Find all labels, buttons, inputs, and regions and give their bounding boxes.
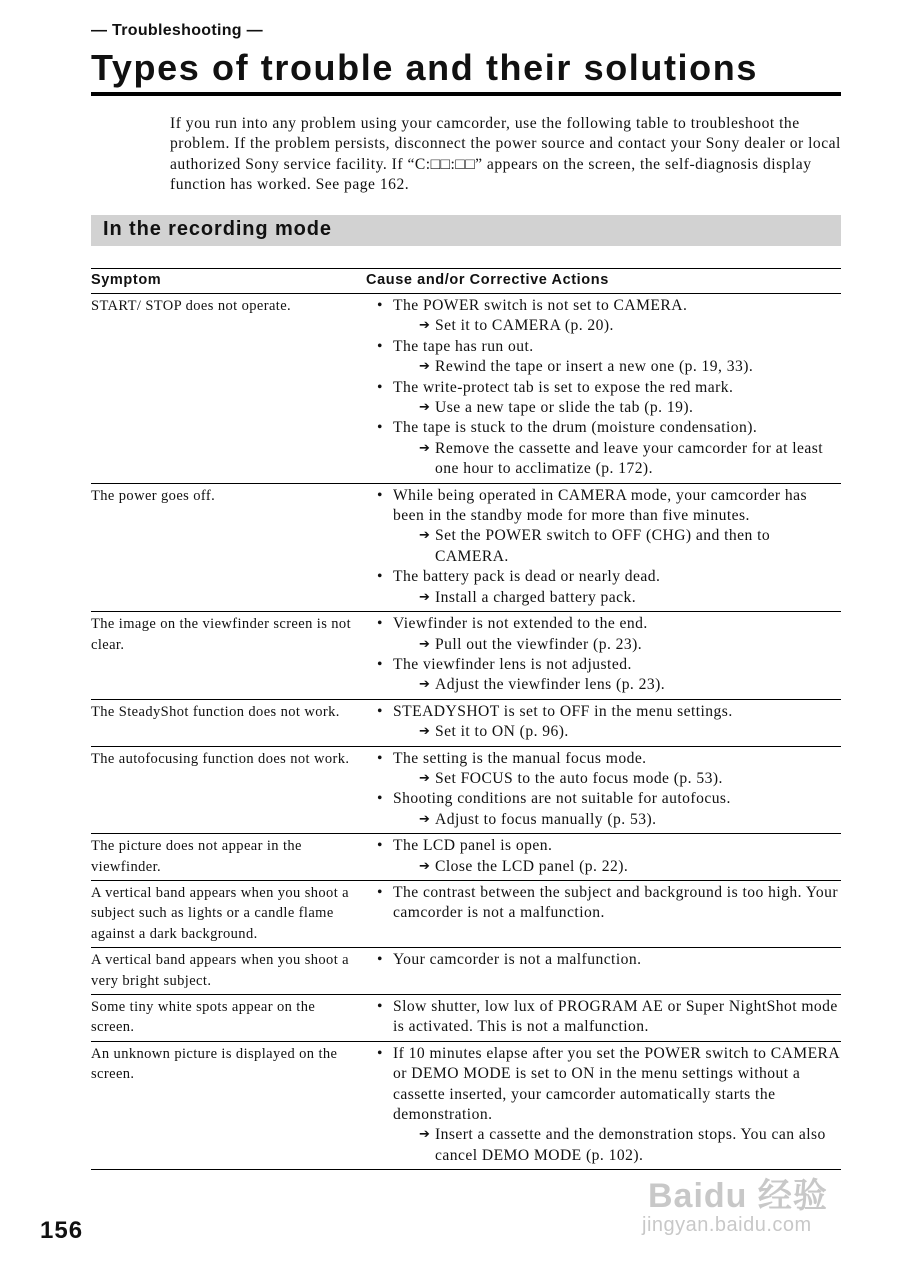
cause-text: The contrast between the subject and background is too high. Your camcorder is not a malfunction. xyxy=(393,883,838,922)
corrective-action xyxy=(393,769,841,789)
cause-text: The LCD panel is open. xyxy=(393,837,553,855)
watermark-brand: Baidu 经验 xyxy=(648,1177,828,1215)
arrow-right-icon: ➔ xyxy=(419,359,431,375)
watermark xyxy=(640,1168,850,1248)
cause-list xyxy=(366,883,841,924)
corrective-action-text: Use a new tape or slide the tab (p. 19). xyxy=(435,399,694,417)
bullet-icon: • xyxy=(377,837,383,855)
cause-cell xyxy=(366,1044,841,1166)
table-row xyxy=(91,834,841,881)
cause-item xyxy=(366,655,841,696)
symptom-cell: START/ STOP does not operate. xyxy=(91,298,292,314)
corrective-action-text: Pull out the viewfinder (p. 23). xyxy=(435,635,643,653)
symptom-cell: The SteadyShot function does not work. xyxy=(91,703,340,720)
cause-text: The tape has run out. xyxy=(393,337,534,355)
cause-item xyxy=(366,614,841,655)
cause-text: The setting is the manual focus mode. xyxy=(393,749,647,767)
corrective-action-text: Set it to ON (p. 96). xyxy=(435,723,569,741)
symptom-cell: An unknown picture is displayed on the screen. xyxy=(91,1045,338,1083)
section-label: — Troubleshooting — xyxy=(91,22,263,39)
table-row xyxy=(91,881,841,948)
cause-list xyxy=(366,950,841,970)
cause-list xyxy=(366,486,841,608)
table-row xyxy=(91,294,841,484)
cause-item xyxy=(366,836,841,877)
corrective-action-text: Rewind the tape or insert a new one (p. 19, 33). xyxy=(435,358,754,376)
bullet-icon: • xyxy=(377,486,383,504)
corrective-action xyxy=(393,357,841,377)
cause-list xyxy=(366,1044,841,1166)
arrow-right-icon: ➔ xyxy=(419,636,431,652)
bullet-icon: • xyxy=(377,883,383,901)
troubleshooting-table xyxy=(91,268,841,1170)
arrow-right-icon: ➔ xyxy=(419,440,431,456)
cause-cell xyxy=(366,296,841,480)
arrow-right-icon: ➔ xyxy=(419,770,431,786)
title-rule xyxy=(91,92,841,96)
cause-list xyxy=(366,836,841,877)
section-heading: In the recording mode xyxy=(103,218,332,240)
corrective-action xyxy=(393,439,841,480)
table-row xyxy=(91,484,841,612)
cause-cell xyxy=(366,486,841,608)
cause-list xyxy=(366,296,841,480)
cause-item xyxy=(366,749,841,790)
cause-text: Your camcorder is not a malfunction. xyxy=(393,951,642,969)
symptom-cell: A vertical band appears when you shoot a very bright subject. xyxy=(91,952,349,989)
cause-text: The write-protect tab is set to expose the red mark. xyxy=(393,378,734,396)
symptom-cell: Some tiny white spots appear on the screen. xyxy=(91,999,316,1036)
corrective-action xyxy=(393,857,841,877)
page-title: Types of trouble and their solutions xyxy=(91,47,758,88)
arrow-right-icon: ➔ xyxy=(419,400,431,416)
corrective-action-text: Insert a cassette and the demonstration stops. You can also cancel DEMO MODE (p. 102). xyxy=(435,1126,826,1164)
intro-paragraph: If you run into any problem using your camcorder, use the following table to troubleshoot the problem. If the problem persists, disconnect the power source and contact your Sony dealer or local authorized Sony service facility. If “C:□□:□□” appears on the screen, the self-diagnosis display function has worked. See page 162. xyxy=(170,115,841,194)
corrective-action xyxy=(393,1125,841,1166)
corrective-action-text: Set FOCUS to the auto focus mode (p. 53). xyxy=(435,769,723,787)
watermark-url: jingyan.baidu.com xyxy=(642,1214,812,1236)
cause-item xyxy=(366,486,841,568)
cause-item xyxy=(366,418,841,479)
cause-text: Viewfinder is not extended to the end. xyxy=(393,615,648,633)
arrow-right-icon: ➔ xyxy=(419,1127,431,1143)
symptom-cell: The picture does not appear in the viewfinder. xyxy=(91,838,302,875)
table-row xyxy=(91,747,841,835)
corrective-action xyxy=(393,398,841,418)
corrective-action-text: Set the POWER switch to OFF (CHG) and then to CAMERA. xyxy=(435,527,771,565)
arrow-right-icon: ➔ xyxy=(419,318,431,334)
cause-cell xyxy=(366,997,841,1038)
arrow-right-icon: ➔ xyxy=(419,811,431,827)
cause-text: While being operated in CAMERA mode, your camcorder has been in the standby mode for more than five minutes. xyxy=(393,486,808,525)
column-header-symptom: Symptom xyxy=(91,272,162,288)
cause-item xyxy=(366,1044,841,1166)
bullet-icon: • xyxy=(377,749,383,767)
symptom-cell: The power goes off. xyxy=(91,487,216,504)
cause-item xyxy=(366,997,841,1038)
table-row xyxy=(91,995,841,1042)
cause-text: STEADYSHOT is set to OFF in the menu settings. xyxy=(393,702,733,720)
bullet-icon: • xyxy=(377,337,383,355)
corrective-action-text: Install a charged battery pack. xyxy=(435,588,637,606)
bullet-icon: • xyxy=(377,998,383,1015)
cause-item xyxy=(366,883,841,924)
symptom-cell: The image on the viewfinder screen is not clear. xyxy=(91,616,351,653)
cause-item xyxy=(366,296,841,337)
cause-text: The POWER switch is not set to CAMERA. xyxy=(393,297,688,314)
cause-item xyxy=(366,789,841,830)
cause-text: The tape is stuck to the drum (moisture condensation). xyxy=(393,419,758,437)
arrow-right-icon: ➔ xyxy=(419,528,431,544)
cause-text: Slow shutter, low lux of PROGRAM AE or Super NightShot mode is activated. This is not a malfunction. xyxy=(393,998,838,1036)
table-row xyxy=(91,700,841,747)
bullet-icon: • xyxy=(377,615,383,633)
corrective-action-text: Adjust the viewfinder lens (p. 23). xyxy=(435,676,666,694)
bullet-icon: • xyxy=(377,790,383,808)
table-body xyxy=(91,294,841,1170)
bullet-icon: • xyxy=(377,378,383,396)
arrow-right-icon: ➔ xyxy=(419,589,431,605)
cause-item xyxy=(366,337,841,378)
corrective-action-text: Remove the cassette and leave your camcorder for at least one hour to acclimatize (p. 172). xyxy=(435,439,824,478)
corrective-action-text: Set it to CAMERA (p. 20). xyxy=(435,317,614,335)
cause-list xyxy=(366,614,841,696)
cause-list xyxy=(366,997,841,1038)
corrective-action-text: Close the LCD panel (p. 22). xyxy=(435,857,629,875)
cause-text: If 10 minutes elapse after you set the POWER switch to CAMERA or DEMO MODE is set to ON in the menu settings without a cassette inserted, your camcorder automatically starts the demonstration. xyxy=(393,1044,840,1124)
table-header-row xyxy=(91,269,841,294)
cause-list xyxy=(366,749,841,831)
arrow-right-icon: ➔ xyxy=(419,677,431,693)
cause-text: The battery pack is dead or nearly dead. xyxy=(393,568,661,586)
column-header-cause: Cause and/or Corrective Actions xyxy=(366,272,609,288)
bullet-icon: • xyxy=(377,702,383,720)
cause-cell xyxy=(366,883,841,944)
cause-item xyxy=(366,702,841,743)
table-row xyxy=(91,948,841,995)
corrective-action xyxy=(393,810,841,830)
corrective-action xyxy=(393,675,841,695)
cause-cell xyxy=(366,702,841,743)
cause-text: The viewfinder lens is not adjusted. xyxy=(393,655,632,673)
symptom-cell: The autofocusing function does not work. xyxy=(91,750,350,767)
cause-item xyxy=(366,950,841,970)
bullet-icon: • xyxy=(377,951,383,969)
cause-text: Shooting conditions are not suitable for autofocus. xyxy=(393,790,731,808)
bullet-icon: • xyxy=(377,419,383,437)
corrective-action xyxy=(393,722,841,742)
section-heading-bar xyxy=(91,215,841,246)
cause-item xyxy=(366,567,841,608)
cause-cell xyxy=(366,836,841,877)
table-row xyxy=(91,1042,841,1170)
arrow-right-icon: ➔ xyxy=(419,858,431,874)
symptom-cell: A vertical band appears when you shoot a subject such as lights or a candle flame against a dark background. xyxy=(91,884,349,942)
corrective-action xyxy=(393,316,841,336)
corrective-action xyxy=(393,588,841,608)
bullet-icon: • xyxy=(377,655,383,673)
bullet-icon: • xyxy=(377,297,383,314)
corrective-action xyxy=(393,526,841,567)
cause-cell xyxy=(366,749,841,831)
page-number: 156 xyxy=(40,1217,84,1244)
bullet-icon: • xyxy=(377,1044,383,1062)
cause-cell xyxy=(366,950,841,991)
corrective-action xyxy=(393,635,841,655)
cause-list xyxy=(366,702,841,743)
arrow-right-icon: ➔ xyxy=(419,724,431,740)
corrective-action-text: Adjust to focus manually (p. 53). xyxy=(435,810,657,828)
table-row xyxy=(91,612,841,700)
bullet-icon: • xyxy=(377,568,383,586)
cause-cell xyxy=(366,614,841,696)
cause-item xyxy=(366,378,841,419)
